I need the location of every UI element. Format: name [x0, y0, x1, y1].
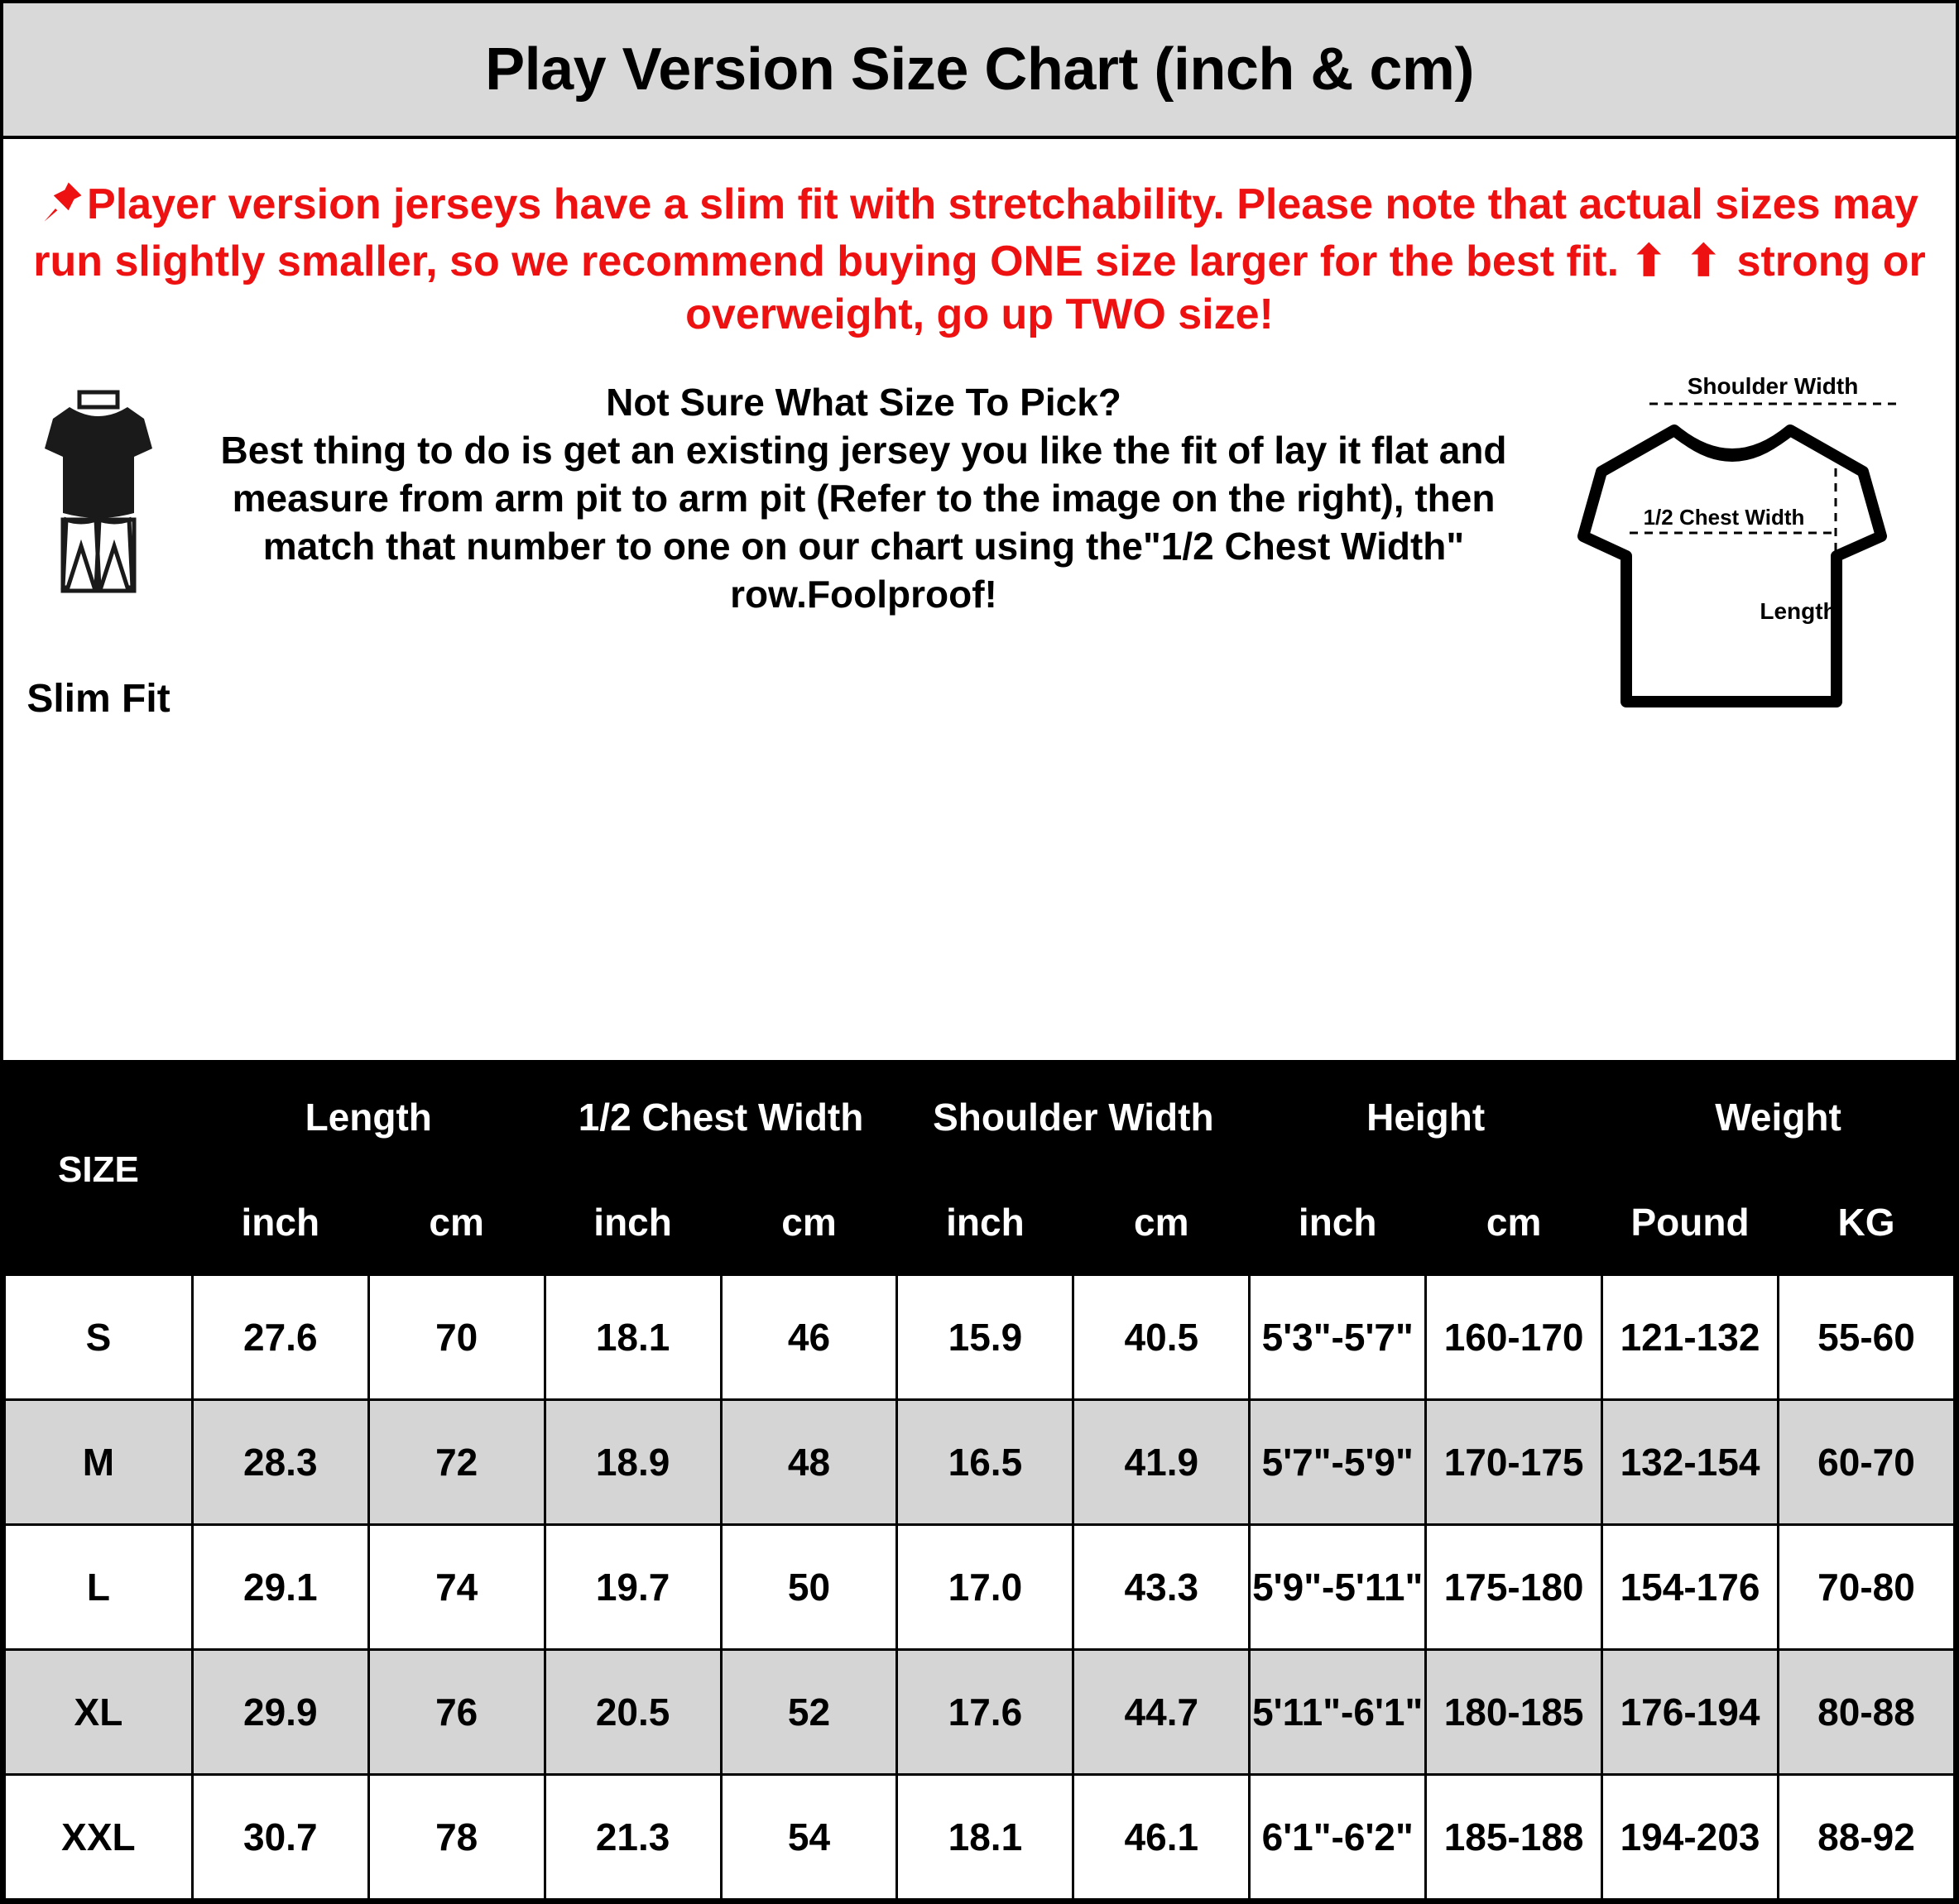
header-group-length: Length — [192, 1065, 545, 1170]
header-unit-chest-cm: cm — [721, 1170, 897, 1275]
table-body — [5, 1275, 1955, 1900]
header-unit-weight-kg: KG — [1778, 1170, 1954, 1275]
header-unit-chest-inch: inch — [545, 1170, 721, 1275]
cell-chest-cm: 52 — [721, 1650, 897, 1775]
cell-weight-pound: 176-194 — [1602, 1650, 1779, 1775]
cell-length-inch: 28.3 — [192, 1400, 368, 1525]
cell-chest-inch: 19.7 — [545, 1525, 721, 1650]
cell-height-cm: 170-175 — [1426, 1400, 1602, 1525]
cell-length-inch: 27.6 — [192, 1275, 368, 1400]
info-row — [3, 356, 1956, 1063]
cell-height-inch: 5'7"-5'9" — [1250, 1400, 1426, 1525]
cell-chest-inch: 20.5 — [545, 1650, 721, 1775]
cell-length-inch: 30.7 — [192, 1775, 368, 1900]
header-unit-shoulder-cm: cm — [1073, 1170, 1250, 1275]
cell-size: L — [5, 1525, 193, 1650]
cell-shoulder-inch: 18.1 — [897, 1775, 1073, 1900]
notice-arrows: ⬆ ⬆ — [1630, 237, 1726, 286]
cell-size: M — [5, 1400, 193, 1525]
slim-fit-figure-icon — [20, 381, 177, 658]
header-unit-length-inch: inch — [192, 1170, 368, 1275]
table-group-header-row — [5, 1065, 1955, 1170]
header-group-height: Height — [1250, 1065, 1602, 1170]
size-advice-block — [177, 364, 1550, 619]
table-row — [5, 1400, 1955, 1525]
header-unit-length-cm: cm — [368, 1170, 545, 1275]
cell-length-cm: 74 — [368, 1525, 545, 1650]
cell-length-cm: 72 — [368, 1400, 545, 1525]
tshirt-diagram-block — [1550, 364, 1939, 755]
title-bar — [3, 3, 1956, 139]
header-unit-shoulder-inch: inch — [897, 1170, 1073, 1275]
page-title: Play Version Size Chart (inch & cm) — [485, 36, 1474, 103]
table-row — [5, 1650, 1955, 1775]
cell-size: XXL — [5, 1775, 193, 1900]
cell-shoulder-cm: 43.3 — [1073, 1525, 1250, 1650]
header-group-half-chest-width: 1/2 Chest Width — [545, 1065, 897, 1170]
table-unit-header-row — [5, 1170, 1955, 1275]
cell-height-cm: 180-185 — [1426, 1650, 1602, 1775]
cell-weight-kg: 80-88 — [1778, 1650, 1954, 1775]
size-notice — [3, 139, 1956, 356]
header-unit-weight-pound: Pound — [1602, 1170, 1779, 1275]
tshirt-measurement-icon — [1550, 371, 1939, 755]
cell-height-inch: 6'1"-6'2" — [1250, 1775, 1426, 1900]
cell-chest-cm: 54 — [721, 1775, 897, 1900]
cell-height-inch: 5'9"-5'11" — [1250, 1525, 1426, 1650]
cell-length-cm: 70 — [368, 1275, 545, 1400]
cell-shoulder-cm: 40.5 — [1073, 1275, 1250, 1400]
cell-height-cm: 185-188 — [1426, 1775, 1602, 1900]
svg-text:Shoulder Width: Shoulder Width — [1687, 373, 1859, 400]
cell-shoulder-inch: 15.9 — [897, 1275, 1073, 1400]
cell-chest-inch: 21.3 — [545, 1775, 721, 1900]
pushpin-icon — [41, 179, 85, 236]
header-group-shoulder-width: Shoulder Width — [897, 1065, 1250, 1170]
cell-chest-cm: 50 — [721, 1525, 897, 1650]
cell-weight-pound: 132-154 — [1602, 1400, 1779, 1525]
cell-height-cm: 175-180 — [1426, 1525, 1602, 1650]
cell-weight-kg: 60-70 — [1778, 1400, 1954, 1525]
svg-text:1/2 Chest Width: 1/2 Chest Width — [1643, 505, 1805, 530]
cell-chest-cm: 46 — [721, 1275, 897, 1400]
cell-size: S — [5, 1275, 193, 1400]
cell-weight-kg: 88-92 — [1778, 1775, 1954, 1900]
size-table — [3, 1063, 1956, 1901]
cell-chest-cm: 48 — [721, 1400, 897, 1525]
cell-shoulder-cm: 41.9 — [1073, 1400, 1250, 1525]
header-size: SIZE — [5, 1065, 193, 1275]
svg-text:Length: Length — [1760, 598, 1837, 625]
cell-shoulder-inch: 17.6 — [897, 1650, 1073, 1775]
cell-height-inch: 5'3"-5'7" — [1250, 1275, 1426, 1400]
cell-length-cm: 76 — [368, 1650, 545, 1775]
table-row — [5, 1525, 1955, 1650]
slim-fit-block — [20, 364, 177, 722]
cell-length-cm: 78 — [368, 1775, 545, 1900]
cell-length-inch: 29.1 — [192, 1525, 368, 1650]
header-group-weight: Weight — [1602, 1065, 1955, 1170]
cell-shoulder-inch: 17.0 — [897, 1525, 1073, 1650]
cell-height-inch: 5'11"-6'1" — [1250, 1650, 1426, 1775]
notice-text-part2: strong or overweight, go up TWO size! — [685, 237, 1926, 338]
size-advice-heading: Not Sure What Size To Pick? — [606, 381, 1121, 424]
notice-text-part1: Player version jerseys have a slim fit with stretchability. Please note that actual sizes may run slightly smaller, so we recommend buying ONE size larger for the best fit. — [33, 180, 1918, 286]
cell-length-inch: 29.9 — [192, 1650, 368, 1775]
cell-chest-inch: 18.1 — [545, 1275, 721, 1400]
cell-chest-inch: 18.9 — [545, 1400, 721, 1525]
cell-shoulder-cm: 46.1 — [1073, 1775, 1250, 1900]
cell-size: XL — [5, 1650, 193, 1775]
cell-shoulder-cm: 44.7 — [1073, 1650, 1250, 1775]
cell-weight-pound: 121-132 — [1602, 1275, 1779, 1400]
size-advice-body: Best thing to do is get an existing jersey you like the fit of lay it flat and measure from arm pit to arm pit (Refer to the image on the right), then match that number to one on our chart using the"1/2 Chest Width" row.Foolproof! — [220, 429, 1507, 616]
cell-weight-kg: 55-60 — [1778, 1275, 1954, 1400]
table-row — [5, 1275, 1955, 1400]
cell-shoulder-inch: 16.5 — [897, 1400, 1073, 1525]
header-unit-height-cm: cm — [1426, 1170, 1602, 1275]
cell-weight-pound: 194-203 — [1602, 1775, 1779, 1900]
cell-weight-pound: 154-176 — [1602, 1525, 1779, 1650]
cell-height-cm: 160-170 — [1426, 1275, 1602, 1400]
slim-fit-label: Slim Fit — [26, 677, 170, 722]
cell-weight-kg: 70-80 — [1778, 1525, 1954, 1650]
table-row — [5, 1775, 1955, 1900]
header-unit-height-inch: inch — [1250, 1170, 1426, 1275]
